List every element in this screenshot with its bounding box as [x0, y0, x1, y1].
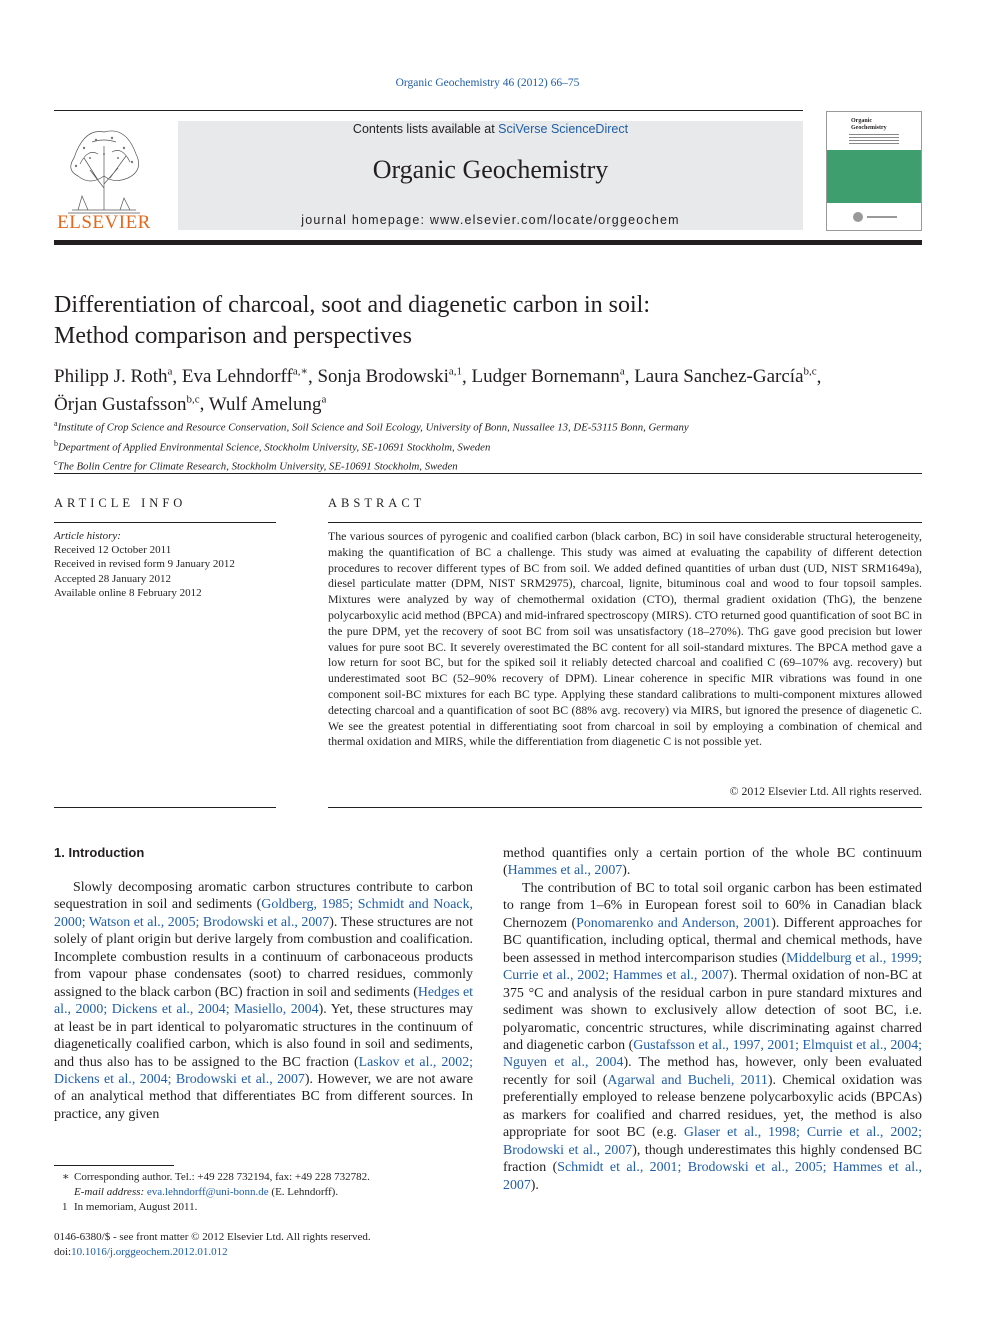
citation-link[interactable]: Hammes et al., 2007	[507, 863, 623, 879]
paragraph-text: ). However, we are not aware of an analytical method that differentiates BC from different sources. In practice, any given	[54, 1071, 473, 1122]
paragraph-text: ). Chemical oxidation was preferentially employed to release benzene polycarboxylic acids (BPCAs) as markers for coalified and charred residues, yet, the method is also appropriate for soot BC (e.g.	[503, 1072, 923, 1141]
body-column-left	[54, 879, 473, 1123]
paragraph	[503, 880, 922, 1194]
paragraph	[503, 845, 922, 880]
cover-title-line1: Organic	[851, 118, 872, 124]
contents-line	[178, 122, 803, 136]
journal-homepage[interactable]: journal homepage: www.elsevier.com/locate/orggeochem	[301, 213, 680, 227]
article-info-bottom-rule	[54, 807, 276, 808]
paragraph-text: ). The method has, however, only been evaluated recently for soil (	[503, 1055, 922, 1088]
paragraph-text: ), though underestimates this highly condensed BC fraction (	[503, 1142, 922, 1176]
abstract-text: The various sources of pyrogenic and coalified carbon (black carbon, BC) in soil have considerable structural heterogeneity, making the quantification of BC a challenge. This study was aimed at evaluating the capability of different detection procedures to recover different types of BC from soil. We added defined quantities of urban dust (UD, NIST SRM1649a), diesel particulate matter (DPM, NIST SRM2975), charcoal, lignite, bituminous coal and wood to four topsoil samples. Mixtures were analyzed by way of chemothermal oxidation (CTO), thermal gradient oxidation (ThG), the benzene polycarboxylic acid method (BPCA) and mid-infrared spectroscopy (MIRS). CTO returned good quantification of soot BC in the pure DPM, yet the recovery of soot BC from soil was unsatisfactory (18–270%). ThG gave good precision but lower values for pure soot BC. It severely overestimated the BC content for all soil-standard mixtures. The BPCA method gave a low return for soot BC, but for the spiked soil it reliably detected charcoal and coalified C (69–107% avg. recovery) but underestimated soot BC (52–90% recovery of DPM). Linear coherence in specific MIR vibrations was found in one component soil-BC mixtures for each BC type. Applying these standard calibrations to multi-component mixtures allowed detecting charcoal and a quantification of soot BC (88% avg. recovery) via MIRS, but ignored the presence of diagenetic C. We see the greatest potential in differentiating soot from charcoal in soil by employing a combination of chemical and thermal oxidation and MIRS, while the differentiation from diagenetic C is not possible yet.	[328, 529, 922, 749]
article-history	[54, 529, 276, 600]
article-title	[54, 290, 924, 352]
citation-link[interactable]: Laskov et al., 2002; Dickens et al., 2004; Brodowski et al., 2007	[54, 1054, 473, 1087]
affiliation: $^b$Department of Applied Environmental Science, Stockholm University, SE-10691 Stockholm, Sweden	[54, 438, 491, 454]
abstract-bottom-rule	[328, 807, 922, 808]
abstract-rule	[328, 522, 922, 523]
citation-link[interactable]: Hedges et al., 2000; Dickens et al., 2004; Masiello, 2004	[54, 984, 473, 1018]
doi-line: doi:10.1016/j.orggeochem.2012.01.012	[54, 1246, 228, 1258]
author: Philipp J. Roth$^a$	[54, 366, 173, 388]
author: Eva Lehndorff$^{a,∗}$	[181, 366, 308, 388]
journal-title: Organic Geochemistry	[372, 155, 609, 184]
citation-link[interactable]: Ponomarenko and Anderson, 2001	[576, 915, 772, 931]
paragraph-text: ). Yet, these structures may at least be in part identical to polyaromatic structures in the continuum of diagenetically coalified carbon, which is also found in soil and sediments, and thus also has to be assigned to the BC fraction (	[54, 1002, 473, 1070]
paragraph-text: ). Thermal oxidation of non-BC at 375 °C and analysis of the residual carbon in pure standard mixtures and sediment was shown to exclusively allow detection of soot BC, i.e. polyaromatic, concentric structures, while discriminating against charred and diagenetic carbon (	[503, 968, 922, 1053]
paragraph	[54, 879, 473, 1123]
history-received: Received 12 October 2011	[54, 544, 172, 557]
section-heading: 1. Introduction	[54, 845, 145, 860]
history-accepted: Accepted 28 January 2012	[54, 572, 171, 585]
history-label: Article history:	[54, 530, 121, 542]
footnote-rule	[54, 1165, 174, 1166]
citation-link[interactable]: Glaser et al., 1998; Currie et al., 2002; Brodowski et al., 2007	[503, 1125, 922, 1158]
cover-elsevier-icon	[853, 212, 863, 222]
author: Örjan Gustafsson$^{b,c}$	[54, 393, 200, 415]
abstract-copyright: © 2012 Elsevier Ltd. All rights reserved.	[729, 784, 922, 798]
doi-link[interactable]: 10.1016/j.orggeochem.2012.01.012	[71, 1246, 228, 1258]
article-info-rule	[54, 522, 276, 523]
paragraph-text: method quantifies only a certain portion of the whole BC continuum (	[503, 846, 922, 879]
footnotes	[54, 1170, 494, 1215]
citation-link[interactable]: Agarwal and Bucheli, 2011	[607, 1072, 768, 1088]
affiliations	[54, 416, 924, 475]
paragraph-text: ).	[530, 1177, 539, 1193]
article-title-line1: Differentiation of charcoal, soot and diagenetic carbon in soil:	[54, 292, 651, 318]
footnote-memoriam: 1 In memoriam, August 2011.	[62, 1201, 198, 1213]
citation-link[interactable]: Schmidt et al., 2001; Brodowski et al., 2005; Hammes et al., 2007	[503, 1160, 923, 1193]
sciencedirect-link[interactable]: SciVerse ScienceDirect	[498, 122, 629, 136]
cover-elsevier-line	[867, 216, 897, 218]
author: Laura Sanchez-García$^{b,c}$	[634, 366, 817, 388]
article-title-line2: Method comparison and perspectives	[54, 323, 412, 349]
author: Wulf Amelung$^a$	[208, 393, 327, 415]
footnote-email: E-mail address: eva.lehndorff@uni-bonn.de (E. Lehndorff).	[74, 1186, 339, 1198]
front-matter-line: 0146-6380/$ - see front matter © 2012 Elsevier Ltd. All rights reserved.	[54, 1231, 371, 1243]
abstract-heading: ABSTRACT	[328, 496, 426, 510]
citation-link[interactable]: Gustafsson et al., 1997, 2001; Elmquist et al., 2004; Nguyen et al., 2004	[503, 1037, 922, 1071]
paragraph-text: Slowly decomposing aromatic carbon structures contribute to carbon sequestration in soil and sediments (	[54, 880, 473, 913]
affiliation: $^a$Institute of Crop Science and Resource Conservation, Soil Science and Soil Ecology, University of Bonn, Nussallee 13, DE-53115 Bonn, Germany	[54, 419, 689, 434]
paragraph-text: The contribution of BC to total soil organic carbon has been estimated to range from 1–6% in European forest soil to 60% in Canadian black Chernozem (	[503, 880, 922, 931]
cover-green-band	[827, 150, 921, 203]
paragraph-text: ). Different approaches for BC quantification, including optical, thermal and chemical methods, have been assessed in method intercomparison studies (	[503, 915, 922, 966]
publisher-wordmark: ELSEVIER	[57, 212, 151, 233]
journal-citation[interactable]: Organic Geochemistry 46 (2012) 66–75	[395, 77, 580, 89]
author: Ludger Bornemann$^a$	[471, 366, 625, 388]
contents-prefix: Contents lists available at	[352, 122, 495, 136]
header-thick-rule	[54, 240, 922, 245]
header-top-rule	[54, 110, 803, 111]
body-column-right	[503, 845, 922, 1194]
paragraph-text: ). These structures are not solely of plant origin but derive largely from combustion and coalification. Incomplete combustion results in a continuum of carbonaceous products from vapour phase condensates (soot) to charred residues, commonly assigned to the black carbon (BC) fraction in soil and sediments (	[54, 914, 473, 1000]
history-revised: Received in revised form 9 January 2012	[54, 558, 235, 571]
email-link[interactable]: eva.lehndorff@uni-bonn.de	[146, 1186, 269, 1198]
cover-title-line2: Geochemistry	[851, 125, 887, 131]
cover-text-lines	[849, 134, 899, 146]
history-online: Available online 8 February 2012	[54, 586, 202, 599]
citation-link[interactable]: Goldberg, 1985; Schmidt and Noack, 2000; Watson et al., 2005; Brodowski et al., 2007	[54, 897, 473, 930]
article-info-heading: ARTICLE INFO	[54, 496, 187, 510]
author: Sonja Brodowski$^{a,1}$	[317, 366, 463, 388]
footnote-corresponding: ∗ Corresponding author. Tel.: +49 228 732194, fax: +49 228 732782.	[62, 1171, 370, 1183]
author-list: Philipp J. Roth$^a$, Eva Lehndorff$^{a,∗}$, Sonja Brodowski$^{a,1}$, Ludger Bornemann$^a$, Laura Sanchez-García$^{b,c}$, Örjan Gustafsson$^{b,c}$, Wulf Amelung$^a$	[54, 366, 822, 415]
journal-cover-thumbnail	[826, 111, 922, 231]
paragraph-text: ).	[622, 863, 631, 879]
front-matter	[54, 1230, 494, 1260]
affiliation-rule	[54, 473, 922, 474]
citation-link[interactable]: Middelburg et al., 1999; Currie et al., 2002; Hammes et al., 2007	[503, 950, 922, 984]
affiliation: $^c$The Bolin Centre for Climate Research, Stockholm University, SE-10691 Stockholm, Sweden	[54, 458, 458, 473]
